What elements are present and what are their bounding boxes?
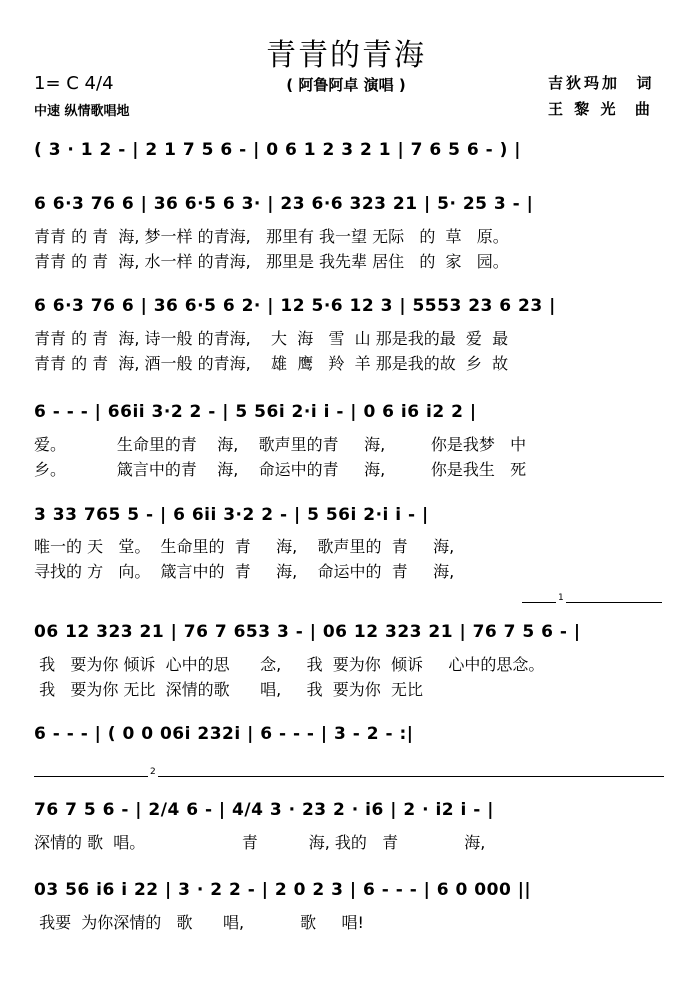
key-signature: 1= C 4/4 (34, 73, 114, 94)
lyric-line: 我 要为你 无比 深情的歌 唱, 我 要为你 无比 (34, 680, 423, 699)
volta-bracket-1 (522, 593, 662, 603)
lyric-line: 青青 的 青 海, 梦一样 的青海, 那里有 我一望 无际 的 草 原。 (34, 227, 509, 246)
lyric-line: 青青 的 青 海, 酒一般 的青海, 雄 鹰 羚 羊 那是我的故 乡 故 (34, 354, 509, 373)
tempo-marking: 中速 纵情歌唱地 (34, 104, 130, 119)
notation-row: 06 12 323 21 | 76 7 653 3 - | 06 12 323 21 | 76 7 5 6 - | (34, 622, 581, 642)
lyric-line: 青青 的 青 海, 水一样 的青海, 那里是 我先辈 居住 的 家 园。 (34, 252, 509, 271)
volta-number: 1 (558, 593, 564, 603)
notation-row: 6 6·3 76 6 | 36 6·5 6 3· | 23 6·6 323 21 | 5· 25 3 - | (34, 194, 534, 214)
lyric-line: 爱。 生命里的青 海, 歌声里的青 海, 你是我梦 中 (34, 435, 527, 454)
lyric-line: 我 要为你 倾诉 心中的思 念, 我 要为你 倾诉 心中的思念。 (34, 655, 545, 674)
notation-row: 6 - - - | 66ii 3·2 2 - | 5 56i 2·i i - | 0 6 i6 i2 2 | (34, 402, 477, 422)
notation-row: 76 7 5 6 - | 2/4 6 - | 4/4 3 · 23 2 · i6 | 2 · i2 i - | (34, 800, 494, 820)
lyric-line: 唯一的 天 堂。 生命里的 青 海, 歌声里的 青 海, (34, 537, 455, 556)
notation-row: 6 - - - | ( 0 0 06i 232i | 6 - - - | 3 - 2 - :| (34, 724, 414, 744)
song-title: 青青的青海 (266, 38, 426, 73)
lyric-line: 深情的 歌 唱。 青 海, 我的 青 海, (34, 833, 486, 852)
lyricist-credit: 吉狄玛加 词 (548, 74, 655, 92)
lyric-line: 乡。 箴言中的青 海, 命运中的青 海, 你是我生 死 (34, 460, 527, 479)
performer-line: ( 阿鲁阿卓 演唱 ) (286, 76, 406, 94)
notation-row: 03 56 i6 i 22 | 3 · 2 2 - | 2 0 2 3 | 6 - - - | 6 0 000 || (34, 880, 532, 900)
composer-credit: 王 黎 光 曲 (548, 100, 653, 118)
lyric-line: 我要 为你深情的 歌 唱, 歌 唱! (34, 913, 364, 932)
volta-bracket-2 (34, 767, 664, 777)
notation-row: ( 3 · 1 2 - | 2 1 7 5 6 - | 0 6 1 2 3 2 1 | 7 6 5 6 - ) | (34, 140, 521, 160)
notation-row: 6 6·3 76 6 | 36 6·5 6 2· | 12 5·6 12 3 | 5553 23 6 23 | (34, 296, 556, 316)
notation-row: 3 33 765 5 - | 6 6ii 3·2 2 - | 5 56i 2·i i - | (34, 505, 429, 525)
lyric-line: 寻找的 方 向。 箴言中的 青 海, 命运中的 青 海, (34, 562, 455, 581)
lyric-line: 青青 的 青 海, 诗一般 的青海, 大 海 雪 山 那是我的最 爱 最 (34, 329, 509, 348)
volta-number: 2 (150, 767, 156, 777)
